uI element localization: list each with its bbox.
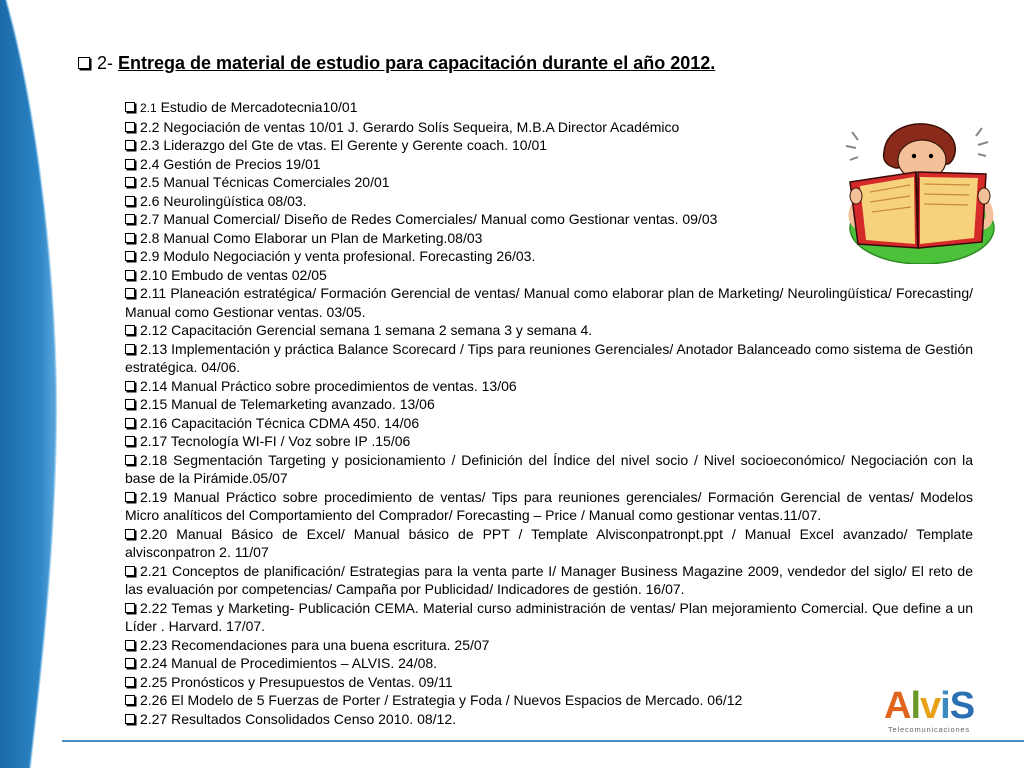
item-text: 2.12 Capacitación Gerencial semana 1 semana 2 semana 3 y semana 4. xyxy=(140,322,593,338)
checkbox-bullet-icon xyxy=(125,270,135,280)
title-text: Entrega de material de estudio para capacitación durante el año 2012. xyxy=(118,53,716,73)
checkbox-bullet-icon xyxy=(125,325,135,335)
item-text: 2.19 Manual Práctico sobre procedimiento de ventas/ Tips para reuniones gerenciales/ Formación Gerencial de ventas/ Modelos Micro analíticos del Comportamiento del Comprador/ Forecasting – Price / Manual como gestionar ventas.11/07. xyxy=(125,488,973,523)
list-item xyxy=(125,321,973,340)
list-item xyxy=(125,377,973,396)
logo-letter: v xyxy=(920,685,941,727)
checkbox-bullet-icon xyxy=(125,529,135,539)
item-text: 2.14 Manual Práctico sobre procedimientos de ventas. 13/06 xyxy=(140,377,517,394)
left-decorative-band xyxy=(0,0,60,768)
item-text: 2.5 Manual Técnicas Comerciales 20/01 xyxy=(140,174,390,190)
item-text: 2.26 El Modelo de 5 Fuerzas de Porter / Estrategia y Foda / Nuevos Espacios de Mercado. 06/12 xyxy=(140,692,743,708)
checkbox-bullet-icon xyxy=(125,381,135,391)
checkbox-bullet-icon xyxy=(125,288,135,298)
item-text: 2.7 Manual Comercial/ Diseño de Redes Comerciales/ Manual como Gestionar ventas. 09/03 xyxy=(140,211,718,227)
list-item xyxy=(125,488,973,525)
logo-letter: i xyxy=(940,685,950,727)
reading-character-illustration xyxy=(836,112,998,264)
item-text: 2.24 Manual de Procedimientos – ALVIS. 24/08. xyxy=(140,655,438,671)
checkbox-bullet-icon xyxy=(125,695,135,705)
checkbox-bullet-icon xyxy=(125,140,135,150)
list-item xyxy=(125,654,973,673)
item-text: 2.4 Gestión de Precios 19/01 xyxy=(140,155,321,172)
checkbox-bullet-icon xyxy=(125,436,135,446)
item-text: 2.25 Pronósticos y Presupuestos de Ventas. 09/11 xyxy=(140,673,453,690)
item-text: 2.3 Liderazgo del Gte de vtas. El Gerente y Gerente coach. 10/01 xyxy=(140,137,548,153)
list-item xyxy=(125,599,973,636)
checkbox-bullet-icon xyxy=(125,492,135,502)
item-text: 2.11 Planeación estratégica/ Formación Gerencial de ventas/ Manual como elaborar plan de Marketing/ Neurolingüística/ Forecasting/ Manual como Gestionar ventas. 03/05. xyxy=(125,285,973,320)
item-text: 2.13 Implementación y práctica Balance Scorecard / Tips para reuniones Gerenciales/ Anotador Balanceado como sistema de Gestión estratégica. 04/06. xyxy=(125,340,973,375)
item-text: 2.23 Recomendaciones para una buena escritura. 25/07 xyxy=(140,636,490,653)
checkbox-bullet-icon xyxy=(125,177,135,187)
logo-subtitle: Telecomunicaciones xyxy=(888,725,970,734)
checkbox-bullet-icon xyxy=(125,122,135,132)
item-text: 2.8 Manual Como Elaborar un Plan de Marketing.08/03 xyxy=(140,229,483,246)
checkbox-bullet-icon xyxy=(125,251,135,261)
list-item xyxy=(125,710,973,729)
list-item xyxy=(125,340,973,377)
item-text: 2.21 Conceptos de planificación/ Estrategias para la venta parte I/ Manager Business Magazine 2009, vendedor del siglo/ El reto de las evaluación por competencias/ Campaña por Publicidad/ Indicadores de gestión. 16/07. xyxy=(125,562,973,597)
item-text: 2.10 Embudo de ventas 02/05 xyxy=(140,266,327,283)
item-text: 2.22 Temas y Marketing- Publicación CEMA. Material curso administración de ventas/ Plan mejoramiento Comercial. Que define a un Líder . Harvard. 17/07. xyxy=(125,599,973,634)
logo-letter: l xyxy=(910,685,921,727)
list-item xyxy=(125,284,973,321)
list-item xyxy=(125,525,973,562)
checkbox-bullet-icon xyxy=(125,566,135,576)
checkbox-bullet-icon xyxy=(125,344,135,354)
list-item xyxy=(125,266,973,285)
list-item xyxy=(125,673,973,692)
checkbox-bullet-icon xyxy=(125,714,135,724)
item-text: 2.20 Manual Básico de Excel/ Manual básico de PPT / Template Alvisconpatronpt.ppt / Manual Excel avanzado/ Template alvisconpatron 2. 11/07 xyxy=(125,525,973,560)
checkbox-bullet-icon xyxy=(125,214,135,224)
item-text: 2.17 Tecnología WI-FI / Voz sobre IP .15/06 xyxy=(140,433,411,449)
list-item xyxy=(125,451,973,488)
item-text: 2.6 Neurolingüística 08/03. xyxy=(140,192,307,209)
title-prefix: 2- xyxy=(97,53,114,73)
slide-title xyxy=(78,53,715,74)
item-text: 2.9 Modulo Negociación y venta profesional. Forecasting 26/03. xyxy=(140,248,536,264)
logo-wordmark xyxy=(884,686,974,726)
checkbox-bullet-icon xyxy=(125,196,135,206)
item-text: 2.27 Resultados Consolidados Censo 2010. 08/12. xyxy=(140,710,456,727)
bottom-divider xyxy=(62,740,1024,742)
list-item xyxy=(125,414,973,433)
checkbox-bullet-icon xyxy=(125,159,135,169)
item-text: Estudio de Mercadotecnia10/01 xyxy=(156,99,358,115)
list-item xyxy=(125,636,973,655)
checkbox-bullet-icon xyxy=(125,640,135,650)
list-item xyxy=(125,395,973,414)
checkbox-bullet-icon xyxy=(125,658,135,668)
item-text: 2.2 Negociación de ventas 10/01 J. Gerardo Solís Sequeira, M.B.A Director Académico xyxy=(140,118,680,135)
checkbox-bullet-icon xyxy=(125,102,135,112)
checkbox-bullet-icon xyxy=(125,418,135,428)
list-item xyxy=(125,691,973,710)
item-number: 2.1 xyxy=(140,101,157,115)
checkbox-bullet-icon xyxy=(125,455,135,465)
checkbox-bullet-icon xyxy=(125,233,135,243)
checkbox-bullet-icon xyxy=(125,603,135,613)
list-item xyxy=(125,432,973,451)
item-text: 2.15 Manual de Telemarketing avanzado. 13/06 xyxy=(140,396,435,412)
checkbox-bullet-icon xyxy=(78,57,90,69)
logo-letter: A xyxy=(884,685,911,727)
item-text: 2.18 Segmentación Targeting y posicionamiento / Definición del Índice del nivel socio / Nivel socioeconómico/ Negociación con la base de la Pirámide.05/07 xyxy=(125,451,973,486)
checkbox-bullet-icon xyxy=(125,677,135,687)
alvis-logo xyxy=(884,686,990,736)
list-item xyxy=(125,562,973,599)
item-text: 2.16 Capacitación Técnica CDMA 450. 14/06 xyxy=(140,414,420,431)
checkbox-bullet-icon xyxy=(125,399,135,409)
logo-letter: S xyxy=(949,685,975,727)
